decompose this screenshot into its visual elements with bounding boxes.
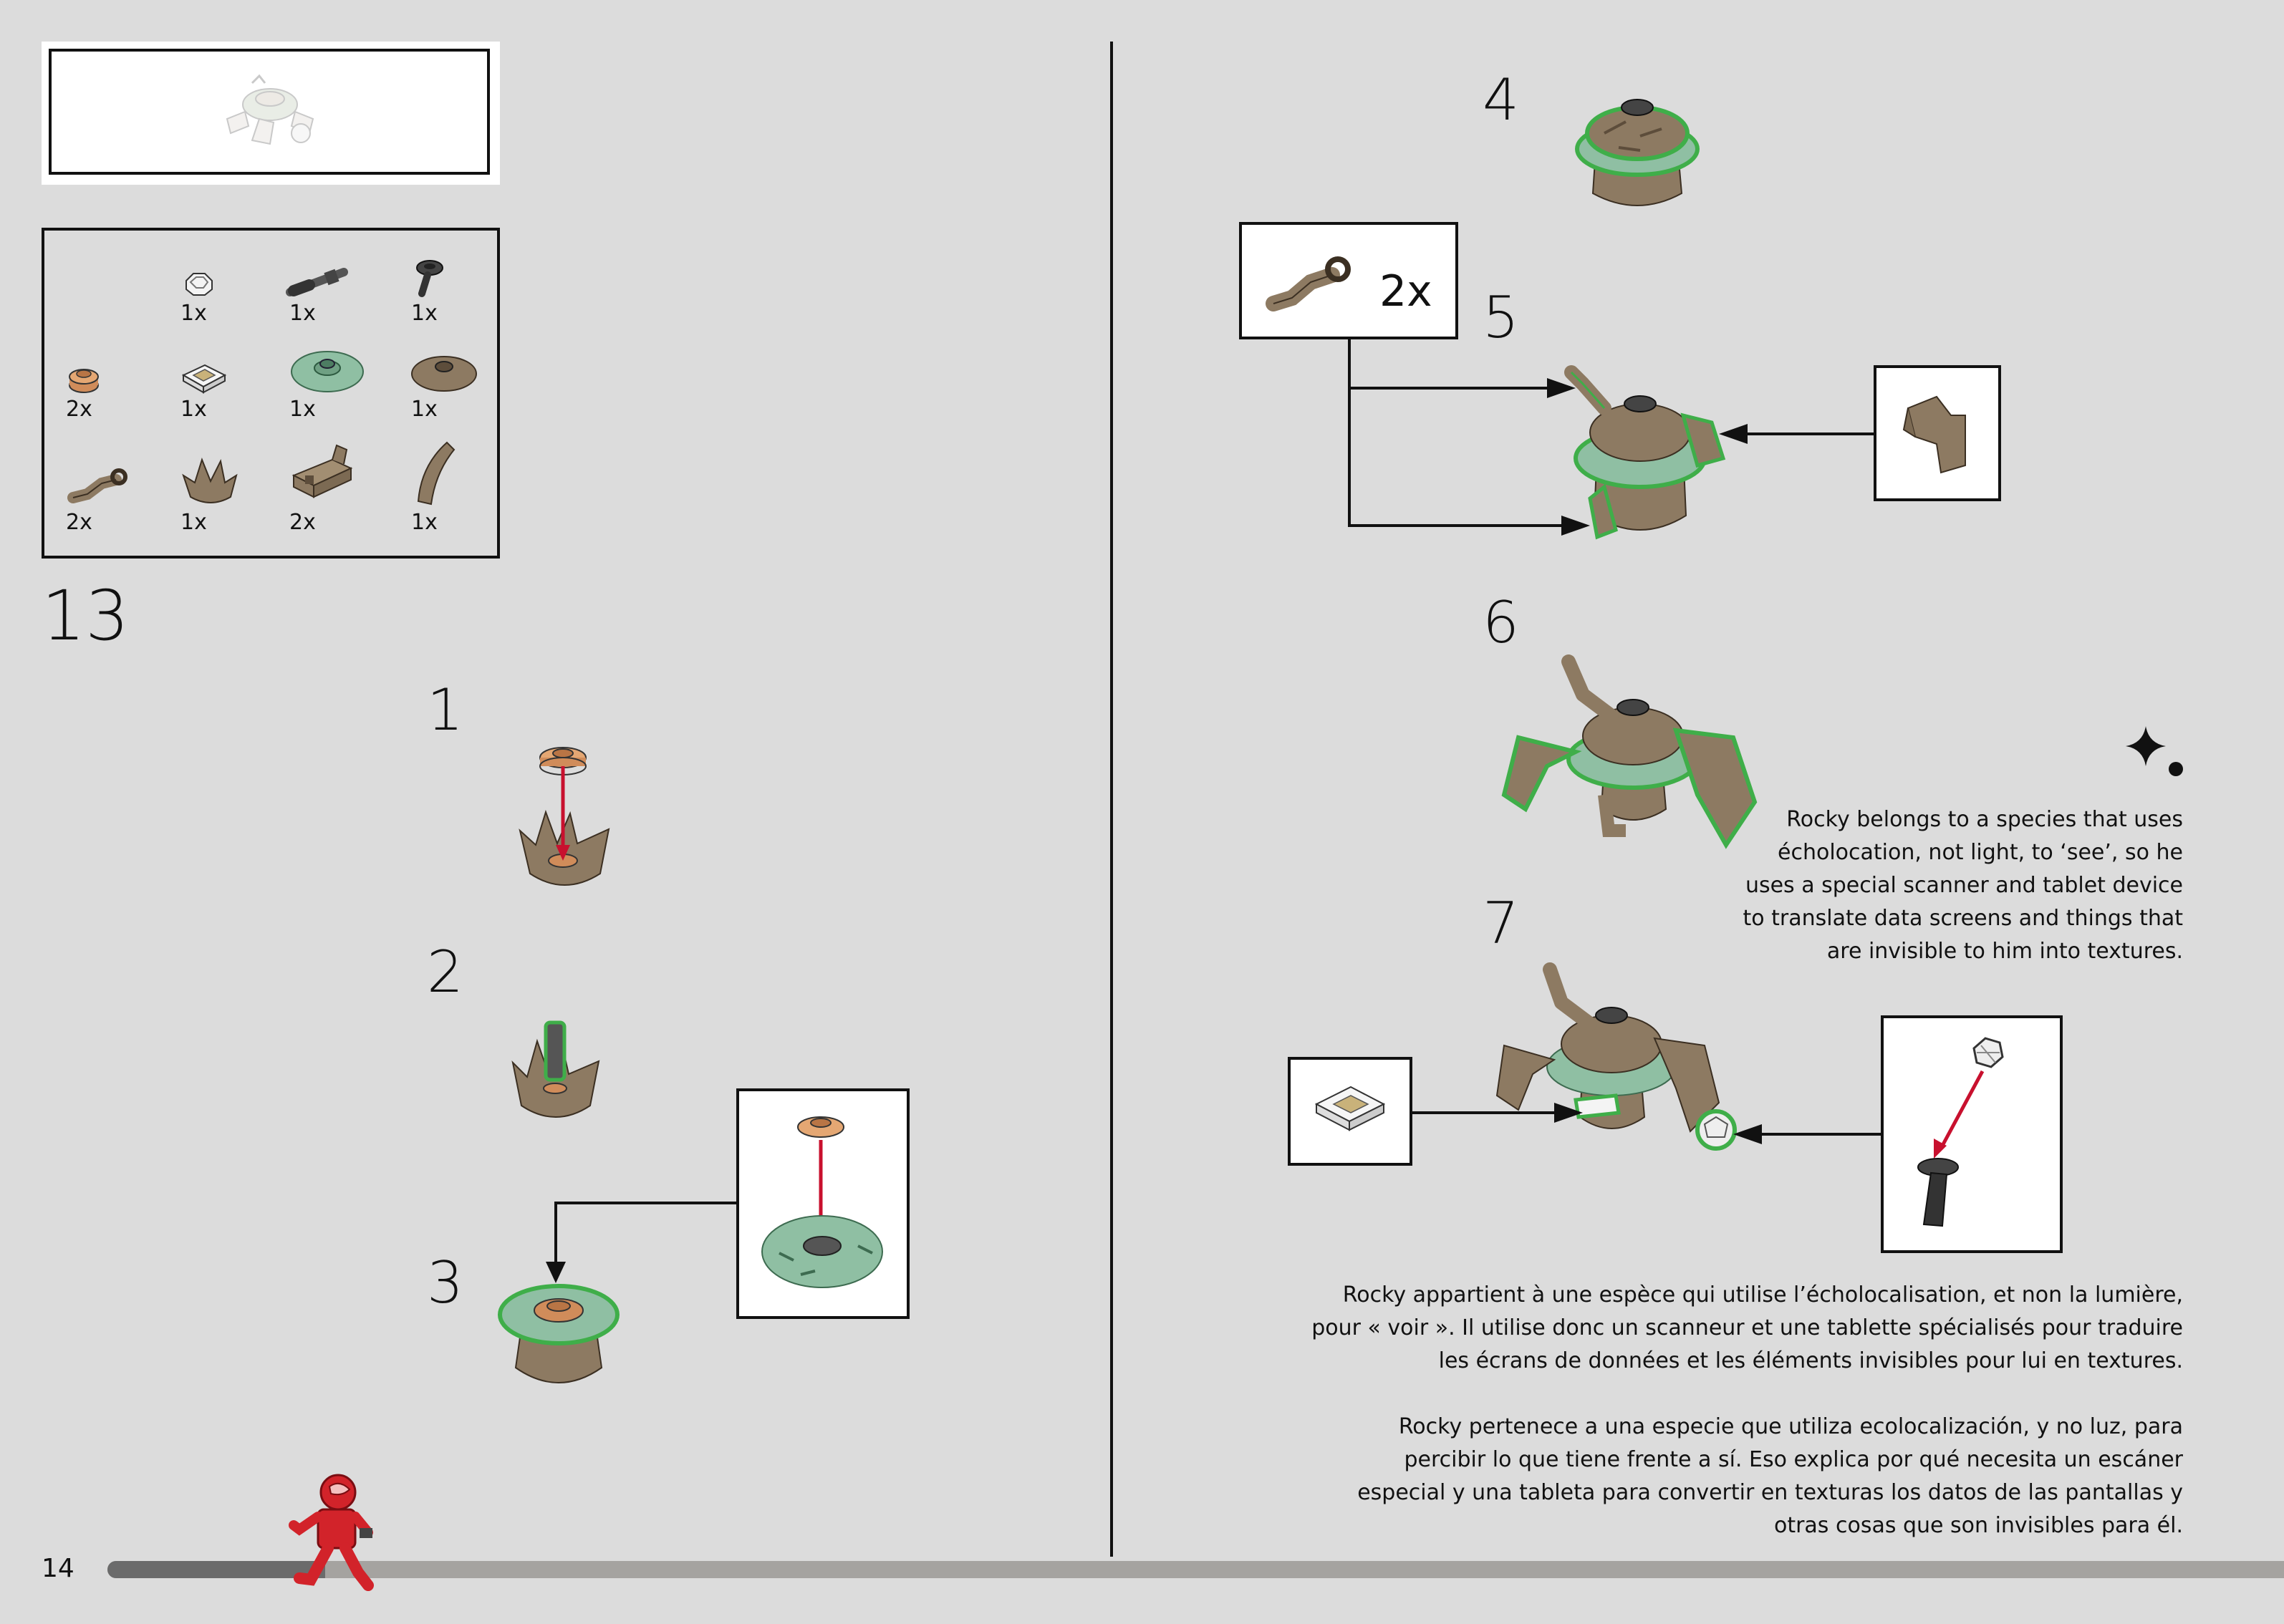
part-qty: 1x: [411, 510, 438, 535]
part-qty: 1x: [180, 397, 207, 422]
step-number: 6: [1483, 589, 1519, 656]
step-number: 2: [427, 939, 463, 1005]
green-dish-icon: [288, 347, 367, 397]
step-3-illustration: [494, 1275, 623, 1396]
tan-arm-icon: [1261, 246, 1361, 325]
printed-tile-icon: [179, 361, 229, 397]
part-qty: 1x: [411, 301, 438, 326]
step-number: 4: [1483, 67, 1519, 133]
step-7-right-arrow: [1733, 1120, 1884, 1149]
part-qty: 1x: [180, 510, 207, 535]
step-1-illustration: [509, 738, 623, 902]
model-preview-frame: [42, 42, 500, 185]
part-qty: 1x: [289, 301, 316, 326]
step-4-illustration: [1569, 79, 1705, 222]
tan-dish-icon: [408, 349, 480, 395]
step-7-left-arrow: [1411, 1098, 1583, 1127]
orange-round-plate-icon: [66, 364, 102, 396]
step-7-right-callout-illustration: [1902, 1031, 2046, 1239]
part-qty: 2x: [289, 510, 316, 535]
step-5-callout-qty: 2x: [1379, 266, 1432, 316]
progress-bar: [107, 1561, 2284, 1578]
red-minifigure-icon: [289, 1472, 375, 1594]
white-round-tile-icon: [180, 271, 216, 299]
part-qty: 1x: [289, 397, 316, 422]
tan-bracket-icon: [1894, 387, 1980, 480]
tan-petal-cup-icon: [178, 454, 242, 508]
part-qty: 1x: [411, 397, 438, 422]
step-3-callout-illustration: [751, 1103, 894, 1303]
model-preview-box: [49, 49, 490, 175]
sparkle-icon: [2120, 723, 2184, 780]
page-divider: [1110, 42, 1113, 1557]
fun-fact-english: Rocky belongs to a species that uses écholocation, not light, to ‘see’, so he uses a special scanner and tablet device to translate data screens and things that are invisible to him into textures.: [1743, 807, 2183, 964]
fun-fact-french: Rocky appartient à une espèce qui utilise l’écholocalisation, et non la lumière, pour « voir ». Il utilise donc un scanneur et une tablette spécialisés pour traduire les écrans de données et les éléments invisibles pour lui en textures.: [1311, 1282, 2183, 1373]
part-qty: 1x: [180, 301, 207, 326]
tan-bracket-icon: [289, 444, 361, 498]
step-5-right-arrow: [1719, 420, 1876, 448]
step-number: 5: [1483, 284, 1519, 351]
step-5-callout-arrows: [1346, 337, 1604, 537]
tan-arm-icon: [66, 465, 130, 508]
step-group-number: 13: [42, 576, 130, 656]
black-clip-icon: [412, 256, 448, 299]
dark-bar-icon: [286, 265, 358, 301]
tan-curved-slope-icon: [411, 437, 461, 506]
step-number: 3: [427, 1250, 463, 1316]
model-preview-icon: [209, 62, 338, 162]
step-number: 1: [427, 677, 463, 743]
step-7-illustration: [1497, 952, 1733, 1181]
page-number: 14: [42, 1554, 74, 1583]
part-qty: 2x: [66, 510, 92, 535]
step-2-illustration: [509, 1020, 609, 1134]
part-qty: 2x: [66, 397, 92, 422]
step-3-callout-arrow: [546, 1200, 746, 1286]
step-number: 7: [1483, 890, 1519, 957]
fun-fact-spanish: Rocky pertenece a una especie que utiliza ecolocalización, y no luz, para percibir lo que tiene frente a sí. Eso explica por qué necesita un escáner especial y una tableta para convertir en texturas los datos de las pantallas y otras cosas que son invisibles para él.: [1357, 1414, 2183, 1538]
printed-tile-icon: [1311, 1081, 1389, 1139]
